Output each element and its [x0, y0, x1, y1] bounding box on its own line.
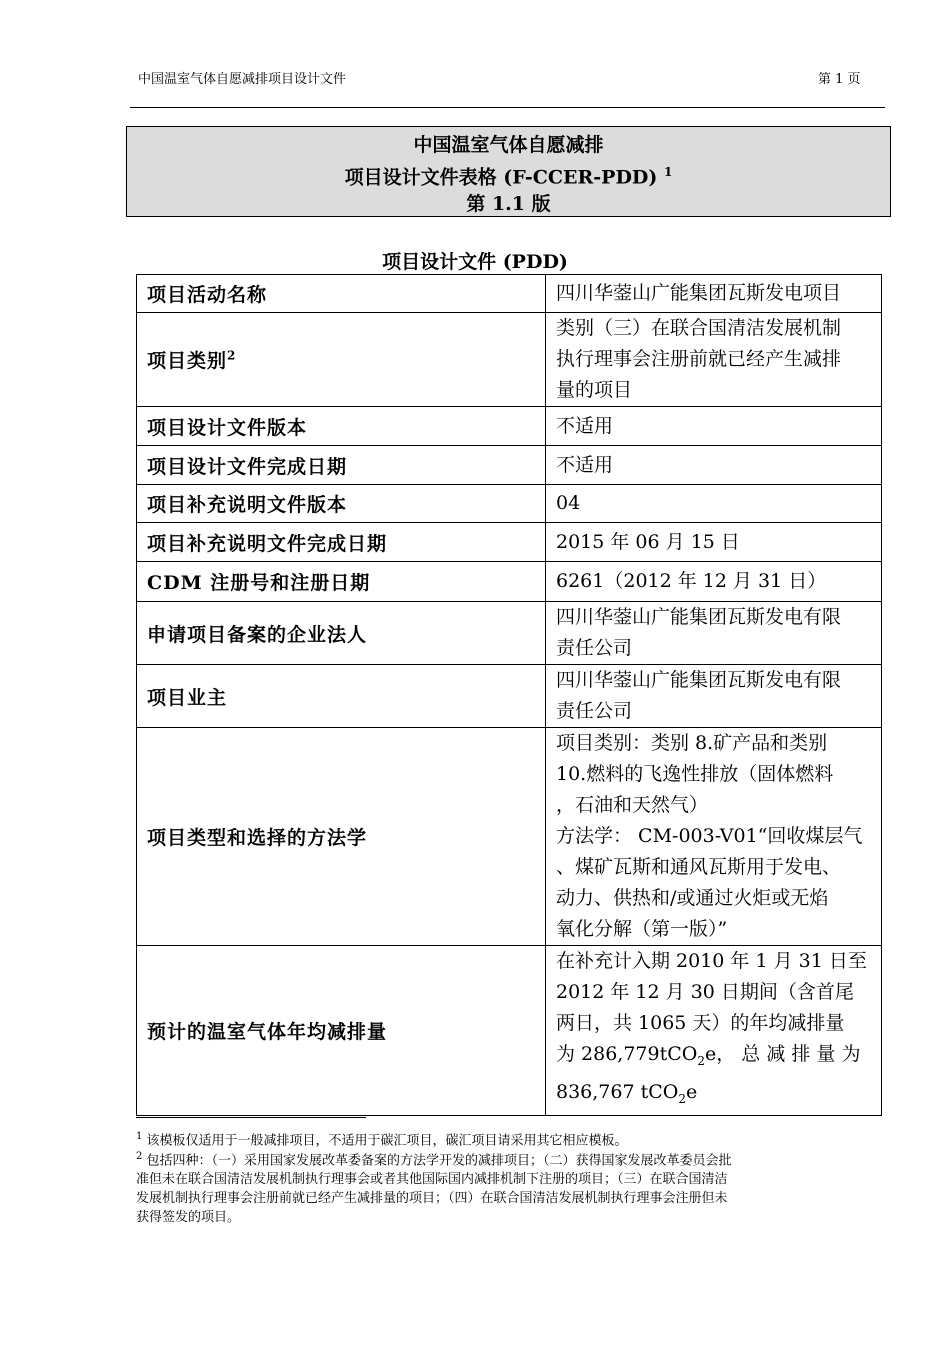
row-label: 项目补充说明文件版本 — [137, 485, 546, 523]
pdd-info-table — [136, 274, 882, 1116]
page-number: 第 1 页 — [818, 72, 861, 87]
value-line: 四川华蓥山广能集团瓦斯发电有限 — [556, 669, 842, 691]
footnote-ref-1[interactable]: 1 — [664, 165, 673, 179]
table-row — [137, 313, 882, 407]
footnote-line: 获得签发的项目。 — [136, 1210, 241, 1226]
value-fragment: e — [686, 1080, 698, 1103]
table-row — [137, 665, 882, 728]
running-header-title: 中国温室气体自愿减排项目设计文件 — [138, 72, 347, 87]
value-fragment: 为 286,779tCO — [556, 1043, 698, 1065]
value-line: 责任公司 — [556, 637, 633, 659]
footnote-ref-2[interactable]: 2 — [227, 348, 237, 363]
row-label: 项目活动名称 — [137, 275, 546, 313]
value-line: 类别（三）在联合国清洁发展机制 — [556, 317, 842, 339]
value-line: 氧化分解（第一版）” — [556, 918, 728, 940]
value-line: 在补充计入期 2010 年 1 月 31 日至 — [556, 950, 867, 972]
row-value — [546, 485, 882, 523]
subscript: 2 — [697, 1053, 705, 1068]
footnote-line: 准但未在联合国清洁发展机制执行理事会或者其他国际国内减排机制下注册的项目；（三）在联合国清洁 — [136, 1172, 728, 1188]
value-line: 两日，共 1065 天）的年均减排量 — [556, 1012, 845, 1034]
row-label: 预计的温室气体年均减排量 — [137, 946, 546, 1116]
row-value — [546, 946, 882, 1116]
value-line: 方法学： CM-003-V01“回收煤层气 — [556, 825, 863, 847]
form-title-box — [126, 126, 891, 217]
table-row — [137, 562, 882, 602]
row-value — [546, 602, 882, 665]
row-label — [137, 313, 546, 407]
table-row — [137, 275, 882, 313]
value-fragment: 836,767 tCO — [556, 1080, 679, 1103]
document-title: 项目设计文件 (PDD) — [382, 251, 568, 273]
footnote-line — [136, 1147, 886, 1170]
value-line: 项目类别：类别 8.矿产品和类别 — [556, 732, 828, 754]
value-line: 责任公司 — [556, 700, 633, 722]
footnote-rule — [136, 1117, 366, 1118]
value-line: 执行理事会注册前就已经产生减排 — [556, 348, 842, 370]
value-line: 四川华蓥山广能集团瓦斯发电项目 — [556, 282, 842, 304]
value-line: 04 — [556, 492, 581, 514]
row-label: 项目设计文件版本 — [137, 407, 546, 446]
footnote-text: 该模板仅适用于一般减排项目，不适用于碳汇项目，碳汇项目请采用其它相应模板。 — [146, 1133, 628, 1149]
row-value — [546, 275, 882, 313]
subscript: 2 — [678, 1091, 686, 1106]
row-label: 申请项目备案的企业法人 — [137, 602, 546, 665]
footnote-line: 发展机制执行理事会注册前就已经产生减排量的项目；（四）在联合国清洁发展机制执行理事会注册但未 — [136, 1191, 728, 1207]
form-title-line1: 中国温室气体自愿减排 — [413, 134, 604, 156]
value-line: 不适用 — [556, 453, 614, 476]
row-label: CDM 注册号和注册日期 — [137, 562, 546, 602]
form-title-line2-text: 项目设计文件表格 (F-CCER-PDD) — [344, 166, 658, 189]
row-label: 项目类型和选择的方法学 — [137, 728, 546, 946]
value-line: 动力、供热和/或通过火炬或无焰 — [556, 887, 829, 909]
row-value — [546, 728, 882, 946]
footnote-2 — [136, 1147, 886, 1227]
header-rule — [130, 107, 885, 108]
table-row — [137, 946, 882, 1116]
row-value — [546, 523, 882, 562]
value-line: 10.燃料的飞逸性排放（固体燃料 — [556, 763, 834, 785]
table-row — [137, 485, 882, 523]
table-row — [137, 407, 882, 446]
label-text: 项目类别 — [147, 350, 228, 372]
row-value — [546, 446, 882, 485]
value-line: 四川华蓥山广能集团瓦斯发电有限 — [556, 606, 842, 628]
value-fragment: e， 总 减 排 量 为 — [705, 1043, 861, 1065]
value-line — [556, 1039, 873, 1077]
form-version: 第 1.1 版 — [466, 193, 551, 216]
row-value — [546, 562, 882, 602]
footnote-mark: 1 — [136, 1131, 143, 1142]
row-value — [546, 665, 882, 728]
table-row — [137, 523, 882, 562]
value-line: 2015 年 06 月 15 日 — [556, 530, 740, 553]
value-line: 不适用 — [556, 414, 614, 437]
table-row — [137, 602, 882, 665]
value-line: ，石油和天然气） — [556, 794, 709, 816]
table-row — [137, 728, 882, 946]
value-line: 、煤矿瓦斯和通风瓦斯用于发电、 — [556, 856, 842, 878]
value-line: 6261（2012 年 12 月 31 日） — [556, 570, 827, 592]
footnote-mark: 2 — [136, 1151, 143, 1162]
table-row — [137, 446, 882, 485]
row-value — [546, 407, 882, 446]
row-value — [546, 313, 882, 407]
form-title-line2 — [127, 159, 890, 191]
row-label: 项目业主 — [137, 665, 546, 728]
row-label: 项目设计文件完成日期 — [137, 446, 546, 485]
value-line: 2012 年 12 月 30 日期间（含首尾 — [556, 981, 854, 1003]
footnote-text: 包括四种：（一）采用国家发展改革委备案的方法学开发的减排项目；（二）获得国家发展改革委员会批 — [146, 1153, 732, 1169]
value-line: 量的项目 — [556, 379, 633, 401]
value-line — [556, 1077, 873, 1115]
row-label: 项目补充说明文件完成日期 — [137, 523, 546, 562]
